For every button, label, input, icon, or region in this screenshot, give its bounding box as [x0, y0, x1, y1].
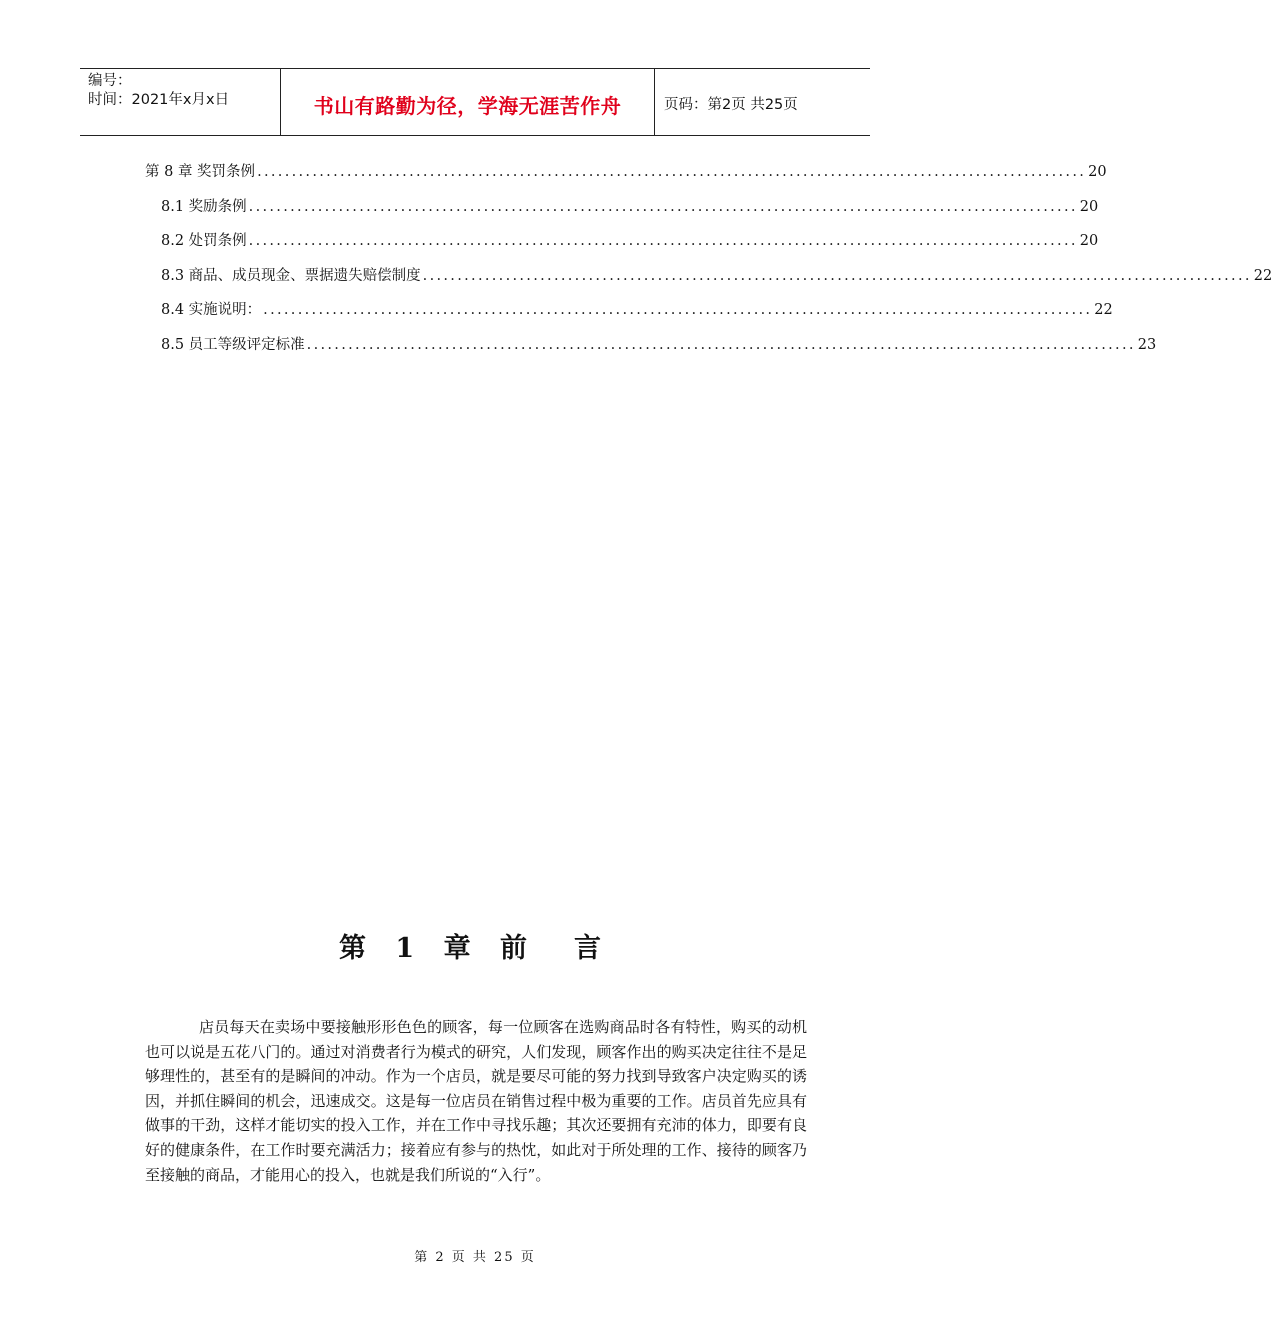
- toc-entry[interactable]: [145, 160, 1107, 195]
- toc-entry-label: 8.4 实施说明：: [161, 302, 262, 319]
- toc-entry-page: 22: [1094, 302, 1113, 319]
- toc-entry[interactable]: [145, 195, 1099, 230]
- toc-entry-label: 8.2 处罚条例: [161, 233, 247, 250]
- toc-entry-label: 8.1 奖励条例: [161, 198, 247, 215]
- page-header: [80, 68, 870, 136]
- toc-entry-page: 20: [1079, 233, 1099, 250]
- toc-entry-label: 8.3 商品、成员现金、票据遗失赔偿制度: [161, 267, 421, 284]
- toc-entry-page: 23: [1137, 336, 1157, 353]
- toc-entry-page: 20: [1088, 164, 1107, 180]
- toc-entry-label: 第 8 章 奖罚条例: [145, 164, 256, 180]
- toc-entry-page: 20: [1079, 198, 1099, 215]
- header-page-info: 页码：第2页 共25页: [664, 96, 798, 113]
- toc-entry-label: 8.5 员工等级评定标准: [161, 336, 305, 353]
- toc-entry[interactable]: [145, 333, 1157, 368]
- number-label: 编号：: [88, 73, 132, 89]
- chapter-paragraph: 店员每天在卖场中要接触形形色色的顾客，每一位顾客在选购商品时各有特性，购买的动机也可以说是五花八门的。通过对消费者行为模式的研究，人们发现，顾客作出的购买决定往往不是足够理性的，甚至有的是瞬间的冲动。作为一个店员，就是要尽可能的努力找到导致客户决定购买的诱因，并抓住瞬间的机会，迅速成交。这是每一位店员在销售过程中极为重要的工作。店员首先应具有做事的干劲，这样才能切实的投入工作，并在工作中寻找乐趣；其次还要拥有充沛的体力，即要有良好的健康条件，在工作时要充满活力；接着应有参与的热忱，如此对于所处理的工作、接待的顾客乃至接触的商品，才能用心的投入，也就是我们所说的“入行”。: [145, 1018, 807, 1184]
- toc-entry-page: 22: [1253, 267, 1272, 284]
- toc-leader-dots: ........................................................................................................................: [422, 267, 1252, 284]
- chapter-title: 第 1 章 前 言: [339, 933, 611, 964]
- header-meta: [80, 69, 281, 135]
- page-footer: 第 2 页 共 25 页: [414, 1250, 536, 1265]
- toc-entry[interactable]: [145, 298, 1113, 333]
- toc-leader-dots: ........................................................................................................................: [257, 164, 1087, 180]
- table-of-contents: [145, 160, 1272, 368]
- toc-entry[interactable]: [145, 229, 1099, 264]
- header-motto: 书山有路勤为径，学海无涯苦作舟: [281, 69, 655, 135]
- toc-leader-dots: ........................................................................................................................: [306, 336, 1136, 353]
- toc-leader-dots: ........................................................................................................................: [263, 302, 1093, 319]
- toc-leader-dots: ........................................................................................................................: [248, 233, 1078, 250]
- toc-entry[interactable]: [145, 264, 1272, 299]
- toc-leader-dots: ........................................................................................................................: [248, 198, 1078, 215]
- time-label: 时间：2021年x月x日: [88, 92, 230, 108]
